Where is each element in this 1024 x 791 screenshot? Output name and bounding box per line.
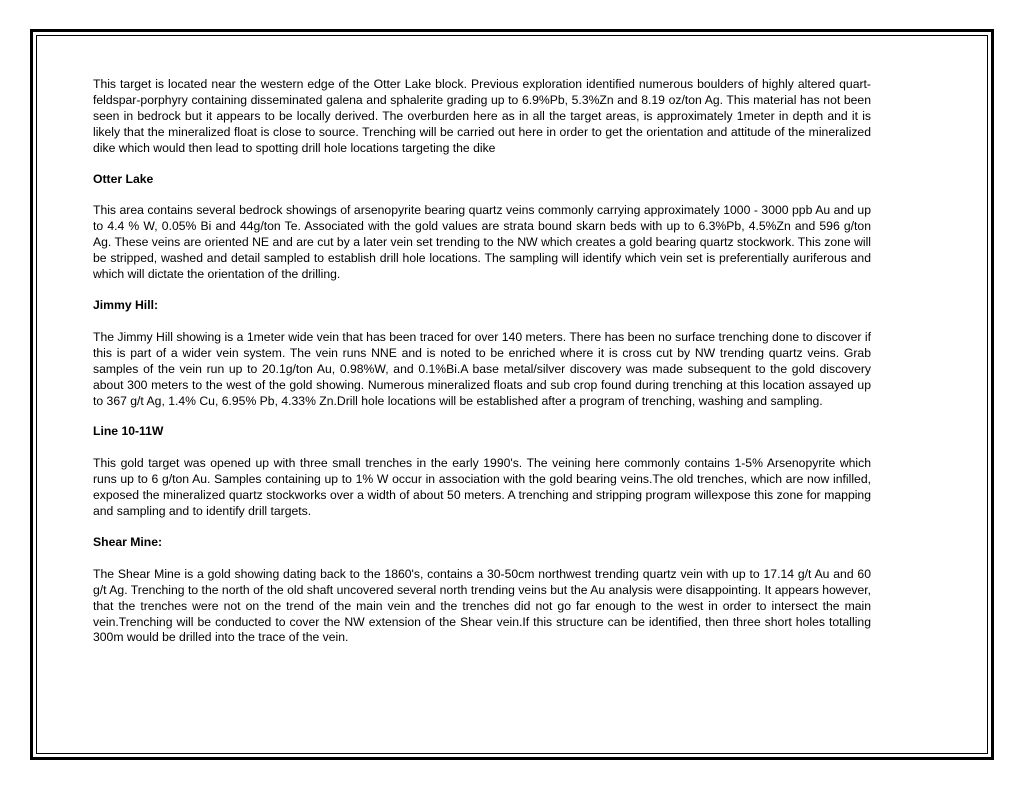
section-paragraph: This gold target was opened up with three small trenches in the early 1990's. The veining here commonly contains 1-5% Arsenopyrite which runs up to 6 g/ton Au. Samples containing up to 1% W occur in association with the gold bearing veins.The old trenches, which are now infilled, exposed the mineralized quartz stockworks over a width of about 50 meters. A trenching and stripping program willexpose this zone for mapping and sampling and to identify drill targets. xyxy=(93,456,871,519)
section-line-10-11w xyxy=(93,424,871,520)
section-heading: Jimmy Hill: xyxy=(93,297,159,312)
document-body xyxy=(93,77,871,646)
section-paragraph: This area contains several bedrock showings of arsenopyrite bearing quartz veins commonly carrying approximately 1000 - 3000 ppb Au and up to 4.4 % W, 0.05% Bi and 44g/ton Te. Associated with the gold values are strata bound skarn beds with up to 6.3%Pb, 4.5%Zn and 596 g/ton Ag. These veins are oriented NE and are cut by a later vein set trending to the NW which creates a gold bearing quartz stockwork. This zone will be stripped, washed and detail sampled to establish drill hole locations. The sampling will identify which vein set is preferentially auriferous and which will dictate the orientation of the drilling. xyxy=(93,203,871,282)
section-paragraph: The Shear Mine is a gold showing dating back to the 1860's, contains a 30-50cm northwest trending quartz vein with up to 17.14 g/t Au and 60 g/t Ag. Trenching to the north of the old shaft uncovered several north trending veins but the Au analysis were disappointing. It appears however, that the trenches were not on the trend of the main vein and the trenches did not go far enough to the west in order to intersect the main vein.Trenching will be conducted to cover the NW extension of the Shear vein.If this structure can be identified, then three short holes totalling 300m would be drilled into the trace of the vein. xyxy=(93,566,871,645)
section-shear-mine xyxy=(93,535,871,646)
section-heading: Line 10-11W xyxy=(93,424,164,439)
section-otter-lake xyxy=(93,172,871,283)
section-paragraph: The Jimmy Hill showing is a 1meter wide vein that has been traced for over 140 meters. There has been no surface trenching done to discover if this is part of a wider vein system. The vein runs NNE and is noted to be enriched where it is cross cut by NW trending quartz veins. Grab samples of the vein run up to 20.1g/ton Au, 0.98%W, and 0.1%Bi.A base metal/silver discovery was made subsequent to the gold discovery about 300 meters to the west of the gold showing. Numerous mineralized floats and sub crop found during trenching at this location assayed up to 367 g/t Ag, 1.4% Cu, 6.95% Pb, 4.33% Zn.Drill hole locations will be established after a program of trenching, washing and sampling. xyxy=(93,329,871,408)
section-jimmy-hill xyxy=(93,298,871,409)
section-heading: Otter Lake xyxy=(93,171,154,186)
intro-paragraph: This target is located near the western edge of the Otter Lake block. Previous exploration identified numerous boulders of highly altered quart-feldspar-porphyry containing disseminated galena and sphalerite grading up to 6.9%Pb, 5.3%Zn and 8.19 oz/ton Ag. This material has not been seen in bedrock but it appears to be locally derived. The overburden here as in all the target areas, is approximately 1meter in depth and it is likely that the mineralized float is close to source. Trenching will be carried out here in order to get the orientation and attitude of the mineralized dike which would then lead to spotting drill hole locations targeting the dike xyxy=(93,77,871,155)
section-heading: Shear Mine: xyxy=(93,534,163,549)
